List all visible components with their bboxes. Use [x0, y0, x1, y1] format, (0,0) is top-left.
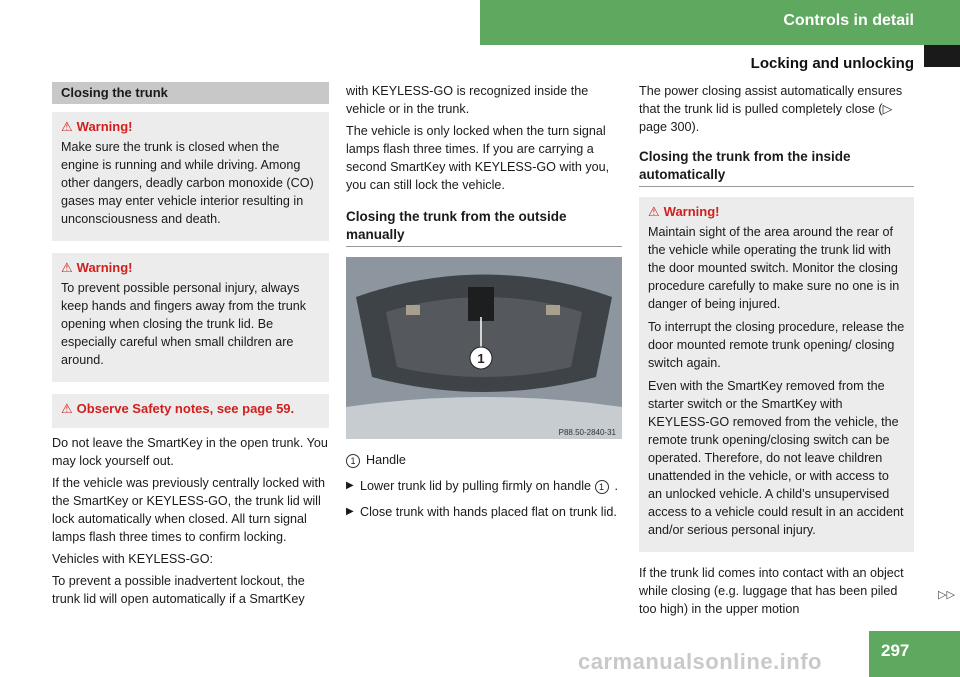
step-item: ▶ Lower trunk lid by pulling firmly on handle 1 .	[346, 479, 619, 493]
callout-marker: 1	[346, 454, 360, 468]
header-tab	[924, 45, 960, 67]
photo-code: P88.50-2840-31	[558, 428, 616, 437]
trunk-photo	[346, 257, 622, 439]
paragraph: The vehicle is only locked when the turn signal lamps flash three times. If you are carrying a second SmartKey with KEYLESS-GO with you, you can still lock the vehicle.	[346, 124, 610, 192]
arrow-icon: ▶	[346, 506, 354, 517]
warning-text: To interrupt the closing procedure, release the door mounted remote trunk opening/ closing switch again.	[648, 320, 905, 370]
column-3	[639, 82, 914, 622]
column-2	[346, 82, 622, 521]
warning-title: Warning!	[663, 204, 720, 219]
callout-number: 1	[477, 351, 485, 366]
paragraph: with KEYLESS-GO is recognized inside the vehicle or in the trunk.	[346, 84, 589, 116]
callout-marker: 1	[595, 480, 609, 494]
warning-title: Warning!	[76, 260, 133, 275]
continue-marker: ▷▷	[938, 589, 955, 601]
warning-text: Make sure the trunk is closed when the engine is running and while driving. Among other dangers, deadly carbon monoxide (CO) gases may enter vehicle interior resulting in unconsciousness and death.	[61, 140, 314, 226]
warning-text: To prevent possible personal injury, always keep hands and fingers away from the trunk opening when closing the trunk lid. Be especially careful when small children are around.	[61, 281, 307, 367]
paragraph: Do not leave the SmartKey in the open trunk. You may lock yourself out.	[52, 436, 328, 468]
warning-box-3	[639, 197, 914, 552]
warning-icon: ⚠	[61, 119, 73, 134]
page-number: 297	[881, 641, 910, 660]
warning-title: Warning!	[76, 119, 133, 134]
page-number-box	[869, 631, 960, 677]
paragraph: Vehicles with KEYLESS-GO:	[52, 552, 213, 566]
subheading: Closing the trunk from the outside manually	[346, 208, 622, 247]
warning-icon: ⚠	[61, 260, 73, 275]
warning-box-1	[52, 112, 329, 241]
safety-note: Observe Safety notes, see page 59.	[76, 401, 295, 416]
paragraph: The power closing assist automatically ensures that the trunk lid is pulled completely close (▷ page 300).	[639, 84, 903, 134]
watermark: carmanualsonline.info	[578, 649, 822, 674]
subsection-title: Locking and unlocking	[750, 55, 914, 72]
column-1	[52, 82, 329, 612]
warning-icon: ⚠	[648, 204, 660, 219]
warning-icon: ⚠	[61, 401, 73, 416]
section-bar: Closing the trunk	[52, 82, 329, 104]
section-title: Controls in detail	[783, 12, 914, 29]
warning-text: Even with the SmartKey removed from the starter switch or the SmartKey with KEYLESS-GO removed from the vehicle, the remote trunk opening/closing switch can be operated. Therefore, do not leave children unattended in the vehicle, or with access to an unlocked vehicle. A child’s unsupervised access to a vehicle could result in an accident and/or serious personal injury.	[648, 379, 904, 537]
arrow-icon: ▶	[346, 480, 354, 491]
warning-box-2	[52, 253, 329, 382]
safety-note-box	[52, 394, 329, 428]
paragraph: To prevent a possible inadvertent lockout, the trunk lid will open automatically if a SmartKey	[52, 574, 305, 606]
caption-text: Handle	[366, 453, 406, 467]
caption	[346, 451, 622, 469]
section-header	[480, 0, 960, 45]
trunk-illustration	[346, 257, 622, 439]
step-item: ▶ Close trunk with hands placed flat on trunk lid.	[346, 505, 617, 519]
paragraph: If the trunk lid comes into contact with an object while closing (e.g. luggage that has been piled too high) in the upper motion	[639, 566, 904, 616]
warning-text: Maintain sight of the area around the rear of the vehicle while operating the trunk lid with the door mounted switch. Monitor the closing procedure carefully to make sure no one is in danger of being injured.	[648, 225, 900, 311]
subheading: Closing the trunk from the inside automatically	[639, 148, 914, 187]
paragraph: If the vehicle was previously centrally locked with the SmartKey or KEYLESS-GO, the trunk lid will lock automatically when closed. All turn signal lamps flash three times to confirm locking.	[52, 476, 325, 544]
